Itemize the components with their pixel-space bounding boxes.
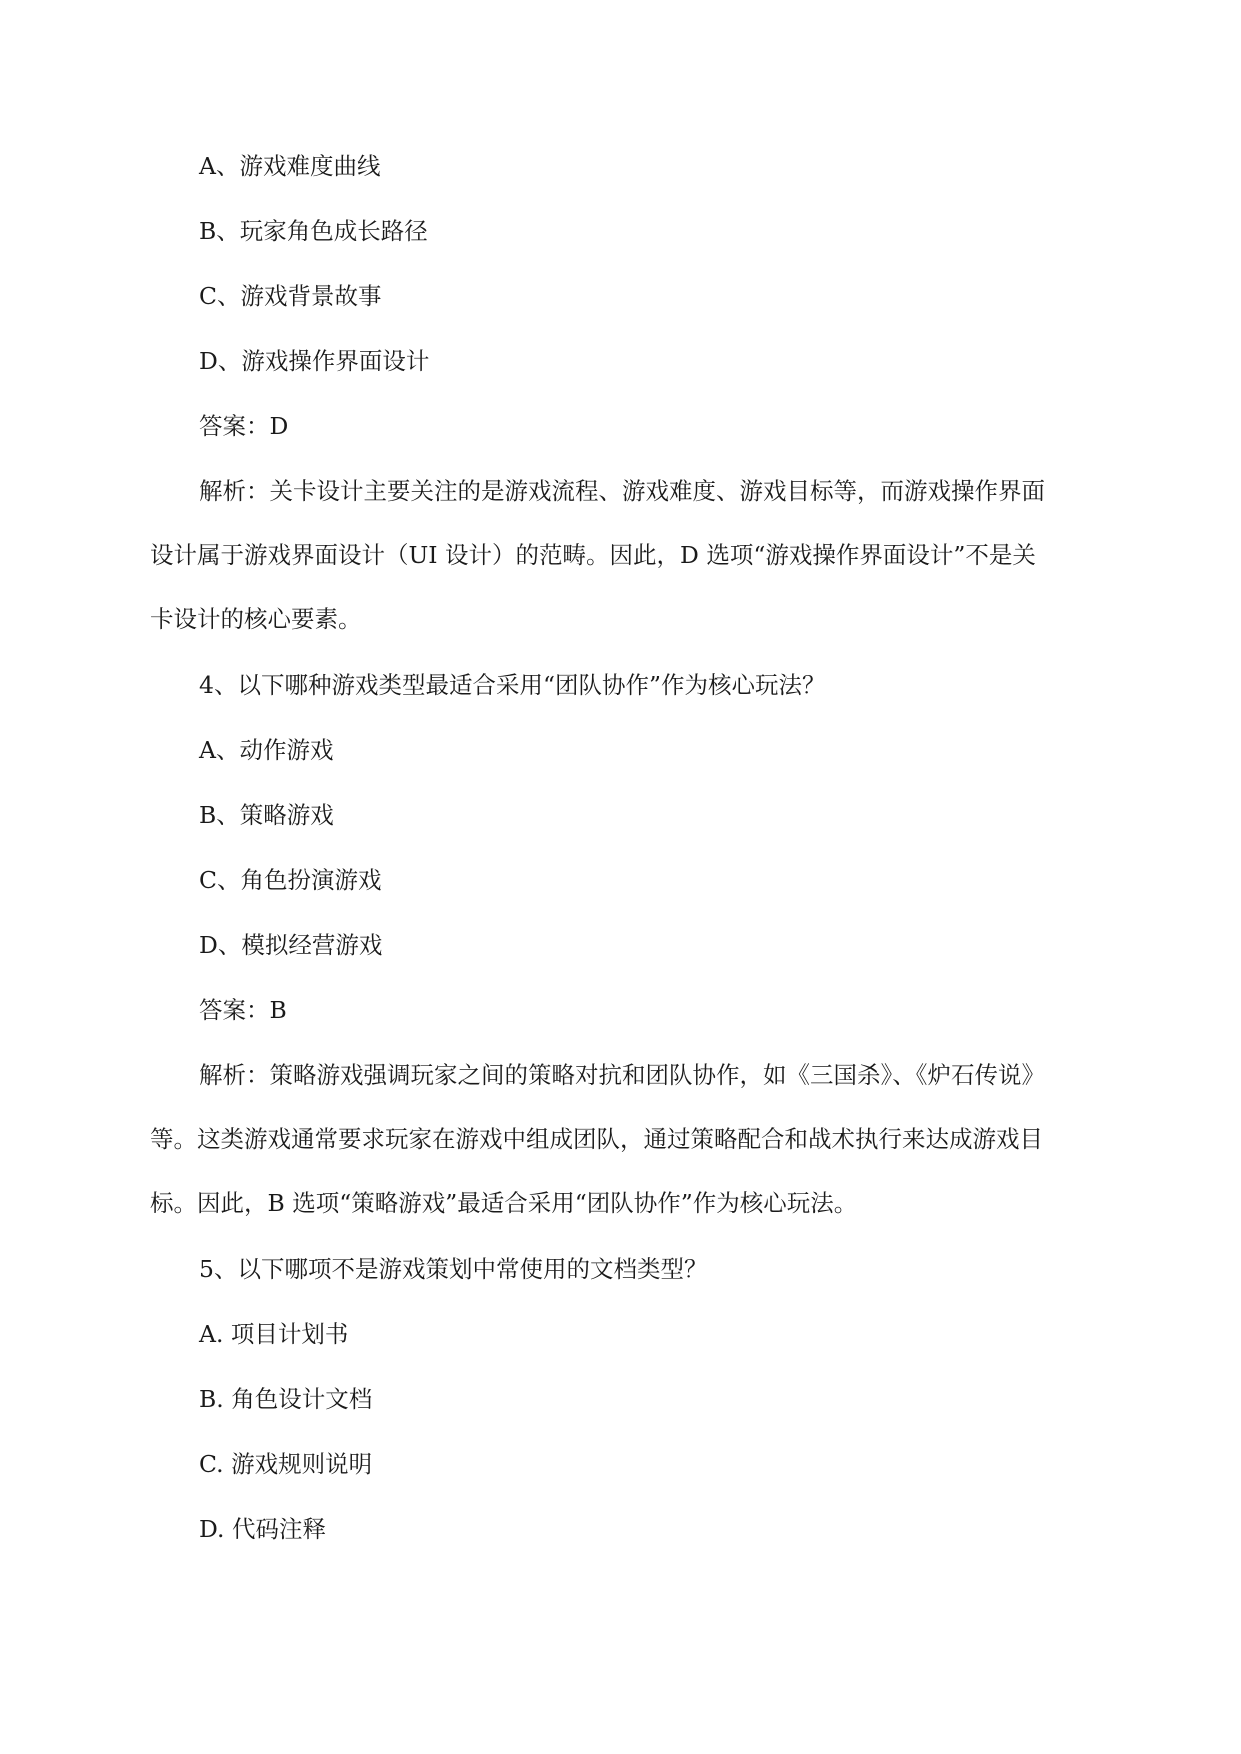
q3-option-d: D、游戏操作界面设计 — [199, 347, 430, 375]
q3-analysis-line2: 设计属于游戏界面设计（UI 设计）的范畴。因此，D 选项“游戏操作界面设计”不是关 — [150, 541, 1036, 569]
q5-option-a: A. 项目计划书 — [199, 1320, 349, 1348]
q3-option-a: A、游戏难度曲线 — [199, 152, 381, 180]
q3-option-b: B、玩家角色成长路径 — [199, 217, 428, 245]
q5-question: 5、以下哪项不是游戏策划中常使用的文档类型？ — [199, 1255, 708, 1283]
q3-option-c: C、游戏背景故事 — [199, 282, 382, 310]
q4-question: 4、以下哪种游戏类型最适合采用“团队协作”作为核心玩法？ — [199, 671, 826, 699]
q4-option-c: C、角色扮演游戏 — [199, 866, 382, 894]
q5-option-b: B. 角色设计文档 — [199, 1385, 373, 1413]
q4-option-b: B、策略游戏 — [199, 801, 334, 829]
q3-analysis-line1: 解析：关卡设计主要关注的是游戏流程、游戏难度、游戏目标等，而游戏操作界面 — [199, 477, 1045, 505]
q4-analysis-line3: 标。因此，B 选项“策略游戏”最适合采用“团队协作”作为核心玩法。 — [150, 1189, 858, 1217]
q4-analysis-line2: 等。这类游戏通常要求玩家在游戏中组成团队，通过策略配合和战术执行来达成游戏目 — [150, 1125, 1043, 1153]
q3-answer: 答案：D — [199, 412, 289, 440]
q4-answer: 答案：B — [199, 996, 287, 1024]
q3-analysis-line3: 卡设计的核心要素。 — [150, 605, 362, 633]
q5-option-d: D. 代码注释 — [199, 1515, 326, 1543]
q4-option-d: D、模拟经营游戏 — [199, 931, 383, 959]
q4-analysis-line1: 解析：策略游戏强调玩家之间的策略对抗和团队协作，如《三国杀》、《炉石传说》 — [199, 1061, 1045, 1089]
q4-option-a: A、动作游戏 — [199, 736, 334, 764]
q5-option-c: C. 游戏规则说明 — [199, 1450, 373, 1478]
